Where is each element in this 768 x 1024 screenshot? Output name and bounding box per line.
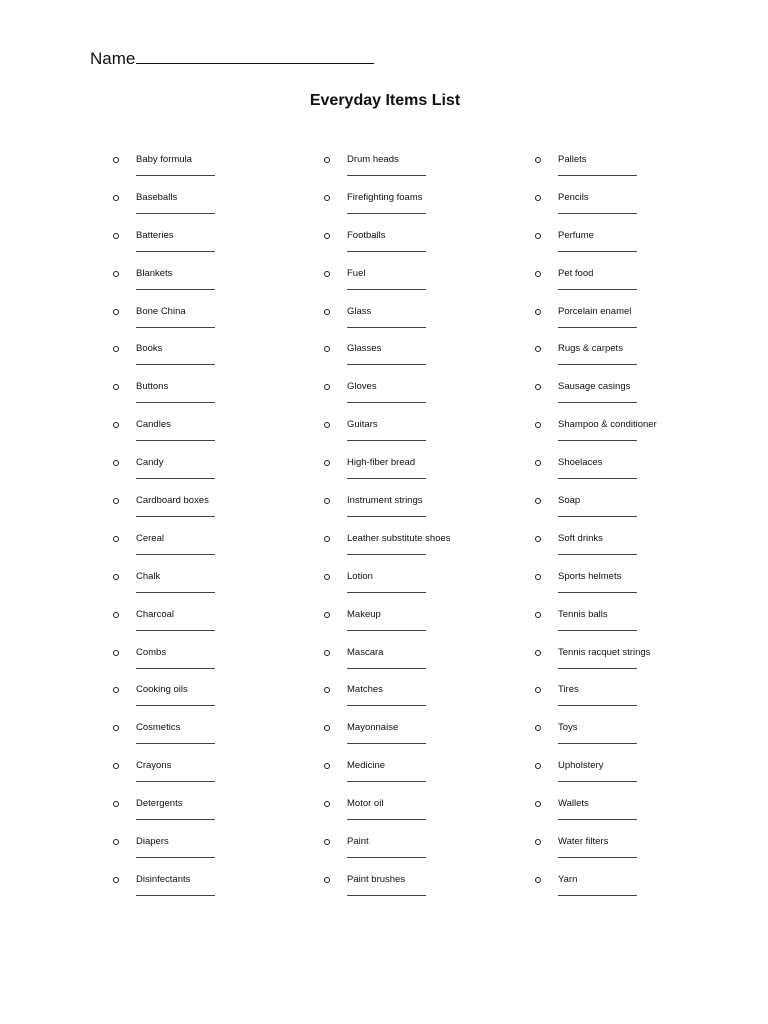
answer-blank-line [347, 554, 426, 555]
answer-blank-line [347, 364, 426, 365]
answer-blank-line [558, 895, 637, 896]
list-item [534, 758, 734, 796]
list-item [112, 493, 312, 531]
list-item [323, 152, 523, 190]
list-item [323, 682, 523, 720]
item-label: Tennis racquet strings [558, 646, 651, 658]
list-item [112, 758, 312, 796]
list-item [112, 304, 312, 342]
hollow-bullet-icon [324, 422, 330, 428]
hollow-bullet-icon [324, 687, 330, 693]
hollow-bullet-icon [535, 536, 541, 542]
hollow-bullet-icon [113, 687, 119, 693]
list-item [323, 796, 523, 834]
item-label: Toys [558, 722, 578, 734]
item-label: Drum heads [347, 154, 399, 165]
list-item [112, 607, 312, 645]
answer-blank-line [136, 364, 215, 365]
answer-blank-line [558, 857, 637, 858]
items-column-3 [534, 152, 734, 910]
hollow-bullet-icon [324, 233, 330, 239]
answer-blank-line [136, 554, 215, 555]
answer-blank-line [136, 516, 215, 517]
answer-blank-line [347, 478, 426, 479]
item-label: Shoelaces [558, 457, 603, 469]
list-item [112, 531, 312, 569]
answer-blank-line [136, 743, 215, 744]
item-label: Rugs & carpets [558, 343, 623, 355]
hollow-bullet-icon [113, 233, 119, 239]
item-label: Instrument strings [347, 495, 423, 507]
hollow-bullet-icon [535, 877, 541, 883]
name-blank-line [136, 47, 374, 64]
hollow-bullet-icon [535, 309, 541, 315]
list-item [323, 417, 523, 455]
hollow-bullet-icon [535, 460, 541, 466]
hollow-bullet-icon [535, 763, 541, 769]
list-item [534, 379, 734, 417]
list-item [323, 758, 523, 796]
list-item [534, 645, 734, 683]
item-label: Tennis balls [558, 608, 608, 620]
answer-blank-line [347, 819, 426, 820]
answer-blank-line [558, 705, 637, 706]
list-item [323, 190, 523, 228]
list-item [323, 379, 523, 417]
hollow-bullet-icon [113, 498, 119, 504]
item-label: Wallets [558, 798, 589, 810]
item-label: Detergents [136, 798, 183, 810]
list-item [112, 645, 312, 683]
item-label: Candles [136, 419, 171, 431]
answer-blank-line [347, 402, 426, 403]
item-label: Batteries [136, 229, 174, 241]
list-item [534, 304, 734, 342]
item-label: Soft drinks [558, 532, 603, 544]
answer-blank-line [558, 781, 637, 782]
list-item [323, 228, 523, 266]
answer-blank-line [558, 592, 637, 593]
answer-blank-line [558, 175, 637, 176]
hollow-bullet-icon [113, 725, 119, 731]
hollow-bullet-icon [324, 460, 330, 466]
item-label: Pallets [558, 154, 587, 165]
item-label: Porcelain enamel [558, 305, 632, 317]
hollow-bullet-icon [535, 346, 541, 352]
item-label: Lotion [347, 570, 373, 582]
hollow-bullet-icon [535, 498, 541, 504]
answer-blank-line [347, 251, 426, 252]
hollow-bullet-icon [535, 384, 541, 390]
item-label: Crayons [136, 760, 172, 772]
hollow-bullet-icon [113, 763, 119, 769]
item-label: Motor oil [347, 798, 384, 810]
list-item [112, 266, 312, 304]
answer-blank-line [347, 592, 426, 593]
answer-blank-line [347, 440, 426, 441]
item-label: Paint brushes [347, 873, 406, 885]
list-item [534, 872, 734, 910]
item-label: Sports helmets [558, 570, 622, 582]
item-label: Pet food [558, 267, 594, 279]
list-item [112, 379, 312, 417]
answer-blank-line [136, 895, 215, 896]
hollow-bullet-icon [113, 460, 119, 466]
hollow-bullet-icon [535, 725, 541, 731]
item-label: Blankets [136, 267, 173, 279]
list-item [534, 266, 734, 304]
list-item [323, 645, 523, 683]
item-label: Cereal [136, 532, 164, 544]
hollow-bullet-icon [535, 574, 541, 580]
list-item [534, 682, 734, 720]
answer-blank-line [136, 819, 215, 820]
hollow-bullet-icon [535, 233, 541, 239]
answer-blank-line [136, 705, 215, 706]
item-label: Buttons [136, 381, 169, 393]
answer-blank-line [558, 251, 637, 252]
items-column-1 [112, 152, 312, 910]
answer-blank-line [136, 668, 215, 669]
list-item [112, 455, 312, 493]
answer-blank-line [347, 705, 426, 706]
answer-blank-line [558, 289, 637, 290]
hollow-bullet-icon [535, 195, 541, 201]
item-label: Cardboard boxes [136, 495, 209, 507]
item-label: Leather substitute shoes [347, 532, 451, 544]
hollow-bullet-icon [324, 271, 330, 277]
list-item [112, 682, 312, 720]
answer-blank-line [347, 327, 426, 328]
item-label: Upholstery [558, 760, 604, 772]
hollow-bullet-icon [324, 763, 330, 769]
item-label: Cooking oils [136, 684, 188, 696]
hollow-bullet-icon [324, 877, 330, 883]
item-label: Paint [347, 836, 369, 848]
answer-blank-line [136, 478, 215, 479]
item-label: High-fiber bread [347, 457, 416, 469]
list-item [112, 834, 312, 872]
list-item [534, 607, 734, 645]
hollow-bullet-icon [535, 157, 541, 163]
answer-blank-line [347, 895, 426, 896]
answer-blank-line [347, 630, 426, 631]
item-label: Books [136, 343, 163, 355]
answer-blank-line [347, 175, 426, 176]
answer-blank-line [136, 175, 215, 176]
list-item [534, 834, 734, 872]
answer-blank-line [558, 478, 637, 479]
answer-blank-line [347, 516, 426, 517]
hollow-bullet-icon [535, 650, 541, 656]
hollow-bullet-icon [535, 271, 541, 277]
list-item [112, 228, 312, 266]
name-field [90, 47, 374, 70]
item-label: Firefighting foams [347, 191, 423, 203]
item-label: Bone China [136, 305, 186, 317]
list-item [534, 796, 734, 834]
hollow-bullet-icon [113, 309, 119, 315]
answer-blank-line [136, 289, 215, 290]
answer-blank-line [558, 440, 637, 441]
list-item [534, 455, 734, 493]
answer-blank-line [558, 364, 637, 365]
list-item [323, 493, 523, 531]
list-item [323, 455, 523, 493]
item-label: Baby formula [136, 154, 192, 165]
item-label: Mayonnaise [347, 722, 399, 734]
answer-blank-line [558, 327, 637, 328]
list-item [323, 834, 523, 872]
hollow-bullet-icon [113, 157, 119, 163]
list-item [323, 569, 523, 607]
answer-blank-line [136, 402, 215, 403]
answer-blank-line [558, 668, 637, 669]
hollow-bullet-icon [324, 346, 330, 352]
hollow-bullet-icon [113, 801, 119, 807]
answer-blank-line [347, 857, 426, 858]
answer-blank-line [136, 440, 215, 441]
list-item [534, 417, 734, 455]
item-label: Chalk [136, 570, 161, 582]
name-label: Name [90, 49, 136, 68]
page-title: Everyday Items List [309, 92, 461, 109]
item-label: Combs [136, 646, 167, 658]
answer-blank-line [558, 516, 637, 517]
item-label: Tires [558, 684, 579, 696]
hollow-bullet-icon [113, 877, 119, 883]
list-item [112, 569, 312, 607]
item-label: Footballs [347, 229, 386, 241]
answer-blank-line [347, 668, 426, 669]
list-item [534, 531, 734, 569]
hollow-bullet-icon [324, 574, 330, 580]
list-item [323, 266, 523, 304]
item-label: Candy [136, 457, 164, 469]
list-item [534, 228, 734, 266]
list-item [323, 304, 523, 342]
answer-blank-line [347, 213, 426, 214]
hollow-bullet-icon [324, 536, 330, 542]
hollow-bullet-icon [324, 839, 330, 845]
hollow-bullet-icon [535, 612, 541, 618]
items-column-2 [323, 152, 523, 910]
answer-blank-line [136, 251, 215, 252]
hollow-bullet-icon [324, 195, 330, 201]
list-item [112, 796, 312, 834]
answer-blank-line [558, 213, 637, 214]
item-label: Sausage casings [558, 381, 631, 393]
item-label: Guitars [347, 419, 378, 431]
answer-blank-line [136, 857, 215, 858]
list-item [534, 341, 734, 379]
hollow-bullet-icon [113, 346, 119, 352]
item-label: Charcoal [136, 608, 175, 620]
list-item [534, 493, 734, 531]
list-item [323, 720, 523, 758]
hollow-bullet-icon [324, 725, 330, 731]
hollow-bullet-icon [113, 574, 119, 580]
answer-blank-line [347, 743, 426, 744]
hollow-bullet-icon [113, 384, 119, 390]
item-label: Glass [347, 305, 372, 317]
item-label: Pencils [558, 191, 589, 203]
item-label: Perfume [558, 229, 594, 241]
list-item [323, 872, 523, 910]
list-item [112, 190, 312, 228]
hollow-bullet-icon [324, 384, 330, 390]
answer-blank-line [558, 554, 637, 555]
list-item [112, 720, 312, 758]
item-label: Disinfectants [136, 873, 191, 885]
hollow-bullet-icon [113, 650, 119, 656]
hollow-bullet-icon [535, 801, 541, 807]
hollow-bullet-icon [324, 650, 330, 656]
item-label: Gloves [347, 381, 377, 393]
answer-blank-line [347, 289, 426, 290]
hollow-bullet-icon [113, 422, 119, 428]
hollow-bullet-icon [113, 536, 119, 542]
answer-blank-line [136, 327, 215, 328]
hollow-bullet-icon [113, 612, 119, 618]
list-item [323, 531, 523, 569]
answer-blank-line [558, 630, 637, 631]
hollow-bullet-icon [535, 687, 541, 693]
answer-blank-line [347, 781, 426, 782]
list-item [534, 190, 734, 228]
item-label: Glasses [347, 343, 382, 355]
hollow-bullet-icon [113, 271, 119, 277]
answer-blank-line [136, 592, 215, 593]
list-item [534, 569, 734, 607]
list-item [323, 341, 523, 379]
hollow-bullet-icon [535, 422, 541, 428]
hollow-bullet-icon [324, 801, 330, 807]
item-label: Matches [347, 684, 383, 696]
hollow-bullet-icon [535, 839, 541, 845]
list-item [112, 152, 312, 190]
item-label: Medicine [347, 760, 386, 772]
item-label: Mascara [347, 646, 384, 658]
item-label: Soap [558, 495, 581, 507]
list-item [534, 152, 734, 190]
item-label: Baseballs [136, 191, 178, 203]
list-item [112, 341, 312, 379]
answer-blank-line [136, 213, 215, 214]
item-label: Diapers [136, 836, 169, 848]
list-item [534, 720, 734, 758]
hollow-bullet-icon [324, 498, 330, 504]
hollow-bullet-icon [324, 612, 330, 618]
hollow-bullet-icon [113, 195, 119, 201]
answer-blank-line [558, 402, 637, 403]
answer-blank-line [558, 743, 637, 744]
list-item [323, 607, 523, 645]
answer-blank-line [136, 781, 215, 782]
list-item [112, 872, 312, 910]
hollow-bullet-icon [113, 839, 119, 845]
item-label: Yarn [558, 873, 578, 885]
item-label: Fuel [347, 267, 366, 279]
answer-blank-line [558, 819, 637, 820]
hollow-bullet-icon [324, 157, 330, 163]
hollow-bullet-icon [324, 309, 330, 315]
item-label: Cosmetics [136, 722, 181, 734]
item-label: Water filters [558, 836, 609, 848]
answer-blank-line [136, 630, 215, 631]
list-item [112, 417, 312, 455]
item-label: Makeup [347, 608, 381, 620]
item-label: Shampoo & conditioner [558, 419, 657, 431]
